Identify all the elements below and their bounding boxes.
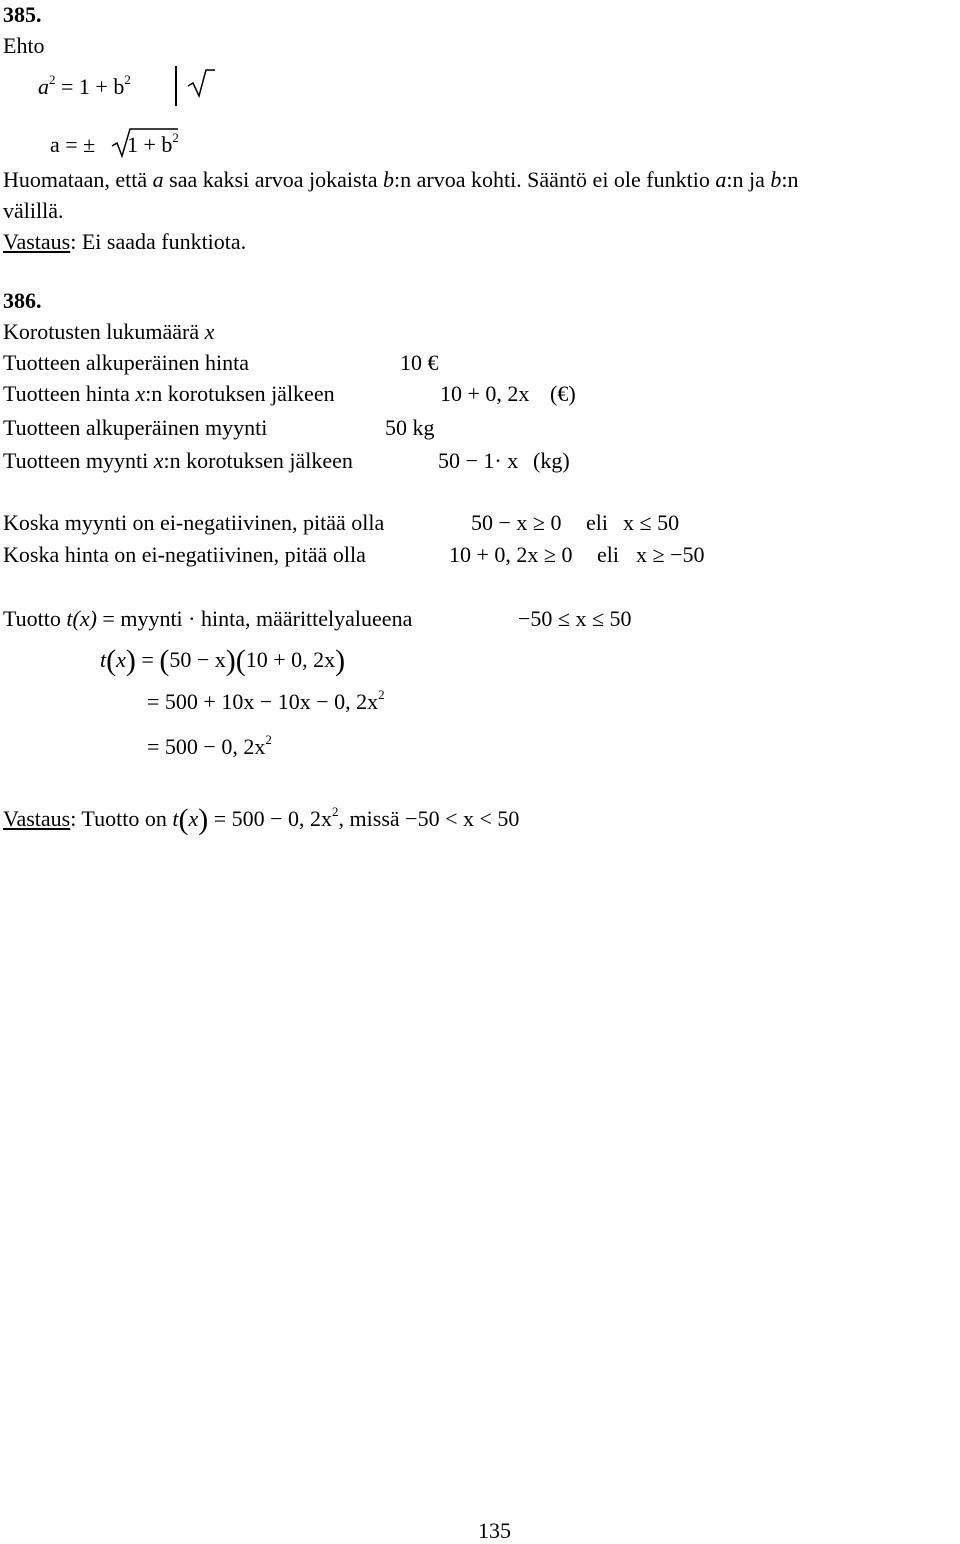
line-revenue-definition: Tuotto t(x) = myynti · hinta, määrittelyalueena [3, 606, 413, 631]
paragraph-continuation: välillä. [3, 198, 64, 223]
line-korotusten: Korotusten lukumäärä x [3, 319, 215, 344]
exercise-number-385: 385. [3, 2, 42, 27]
line-sales-after: Tuotteen myynti x:n korotuksen jälkeen [3, 448, 353, 473]
result-price: x ≥ −50 [636, 542, 705, 567]
heading-ehto: Ehto [3, 33, 45, 58]
radicand: $1 + b^2$ [127, 130, 179, 157]
value-original-sales: 50 kg [385, 415, 435, 440]
step-2: = 500 + 10x − 10x − 0, $2x^2$ [147, 687, 385, 714]
answer-386: Vastaus: Tuotto on t(x) = 500 − 0, $2x^2$, missä −50 < x < 50 [3, 803, 520, 836]
revenue-domain: −50 ≤ x ≤ 50 [518, 606, 632, 631]
line-original-price: Tuotteen alkuperäinen hinta [3, 350, 250, 375]
unit-price-after: (€) [550, 381, 576, 406]
answer-385: Vastaus: Ei saada funktiota. [3, 229, 247, 254]
unit-sales-after: (kg) [533, 448, 570, 473]
paragraph-observation: Huomataan, että a saa kaksi arvoa jokaista b:n arvoa kohti. Sääntö ei ole funktio a:n ja b:n [3, 167, 799, 192]
step-3: = 500 − 0, $2x^2$ [147, 732, 272, 759]
eli-1: eli [586, 510, 608, 535]
operation-bar [175, 66, 177, 106]
inequality-sales: 50 − x ≥ 0 [471, 510, 562, 535]
result-sales: x ≤ 50 [623, 510, 680, 535]
equation-condition: $a^2 = 1 + b^2$ [38, 72, 131, 99]
page-number: 135 [478, 1518, 511, 1543]
eli-2: eli [597, 542, 619, 567]
line-price-after: Tuotteen hinta x:n korotuksen jälkeen [3, 381, 335, 406]
equation-solution: a = ± [50, 132, 96, 157]
inequality-price: 10 + 0, 2x ≥ 0 [449, 542, 573, 567]
line-condition-price: Koska hinta on ei-negatiivinen, pitää olla [3, 542, 366, 567]
line-original-sales: Tuotteen alkuperäinen myynti [3, 415, 268, 440]
sqrt-operation-icon [186, 68, 216, 98]
value-price-after: 10 + 0, 2x [440, 381, 530, 406]
value-sales-after: 50 − 1· x [438, 448, 519, 473]
line-condition-sales: Koska myynti on ei-negatiivinen, pitää olla [3, 510, 385, 535]
exercise-number-386: 386. [3, 288, 42, 313]
step-1: t(x) = (50 − x)(10 + 0, 2x) [100, 644, 346, 677]
value-original-price: 10 € [400, 350, 439, 375]
